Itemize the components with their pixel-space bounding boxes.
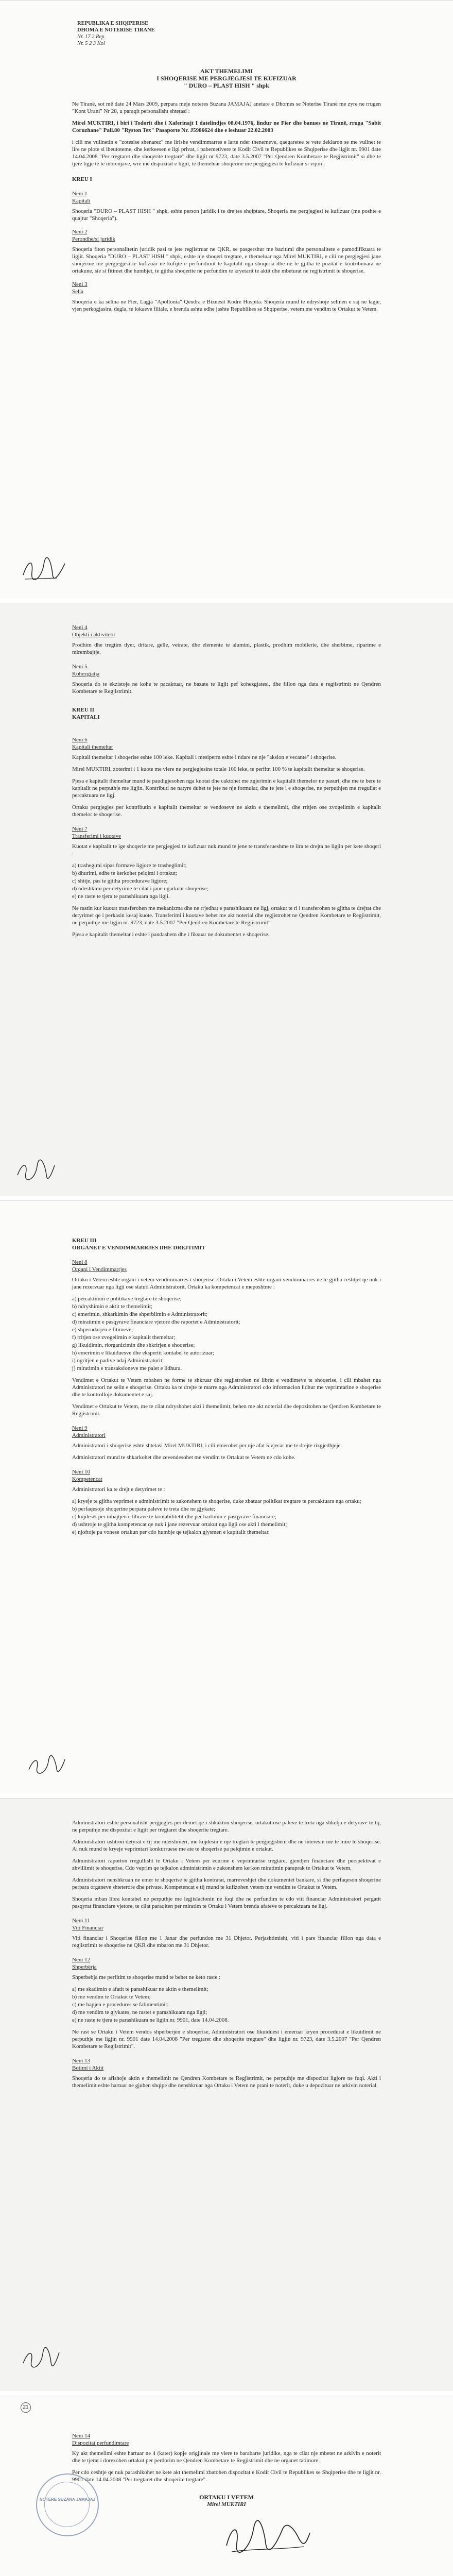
list-item: e) ne raste te tjera te parashikuara ne ligjin nr. 9901, date 14.04.2008. — [72, 2017, 229, 2023]
signatory-name: Mirel MUKTIRI — [207, 2501, 246, 2507]
article-text: Per cdo ceshtje qe nuk parashikohet ne kete akt themelimi zbatohen dispozitat e Kodit Civil te Republikes se Shqiperise dhe te ligjit nr. 9901 date 14.04.2008 "Per tregtaret dhe shoqerite tregtare". — [72, 2469, 381, 2483]
list-item: a) kryeje te gjitha veprimet e administrimit te zakonshem te shoqerise, duke zbatuar politikat tregtare te percaktuara nga ortaku; — [72, 1498, 361, 1504]
founder-signature — [221, 2515, 314, 2561]
article-heading: Neni 14 — [72, 2433, 91, 2439]
article-text: Shoqeria "DURO – PLAST HISH " shpk, eshte person juridik i te drejtes shqiptare, Shoqeria me pergjegjesi te kufizuar (me poshte e quajtur "Shoqeria"). — [72, 208, 381, 222]
list-item: d) ndeshkimi per detyrime te cilat i jane ngarkuar shoqerise; — [72, 886, 208, 892]
deed-subtitle: I SHOQERISE ME PERGJEGJESI TE KUFIZUAR — [156, 75, 297, 82]
chapter-heading: KREU II — [72, 707, 95, 713]
list-item: i) ngritjen e padive ndaj Administratorit; — [72, 1358, 164, 1364]
transfer-list — [72, 862, 381, 900]
page4-body — [72, 1819, 381, 2094]
list-item: d) miratimin e pasqyrave financiare vjetore dhe raportet e Administratorit; — [72, 1319, 240, 1325]
article-subheading: Dispozitat perfundimtare — [72, 2440, 129, 2446]
article-subheading: Kapitali themeltar — [72, 744, 113, 750]
article-subheading: Kapitali — [72, 198, 91, 204]
chamber-line: DHOMA E NOTERISE TIRANE — [77, 27, 155, 33]
document-page-1 — [0, 0, 453, 598]
article-subheading: Kompetencat — [72, 1476, 102, 1482]
admin-duties-list — [72, 1498, 381, 1536]
article-text: Shoqeria mban libra kontabel ne perputhje me legjislacionin ne fuqi dhe ne perfundim te cdo viti financiar Administratori pergatit pasqyrat financiare vjetore, te cilat paraqiten per miratim te Ortaku i Vetem brenda afateve te percaktuara ne ligj. — [72, 1896, 381, 1909]
list-item: c) shitje, pas te gjitha procedurave ligjore; — [72, 878, 168, 884]
list-item: f) rritjen ose zvogelimin e kapitalit themeltar; — [72, 1334, 176, 1341]
article-text: Administratori i shoqerise eshte shtetasi Mirel MUKTIRI, i cili emerohet per nje afat 5 vjecar me te drejte rizgjedhjeje. — [72, 1443, 342, 1449]
list-item: a) trashegimi sipas formave ligjore te trasheglimit; — [72, 862, 187, 869]
chapter-subheading: KAPITALI — [72, 714, 100, 720]
chapter-heading: KREU I — [72, 176, 92, 182]
list-item: c) kujdeset per mbajtjen e librave te kontabilitetit dhe per hartimin e pasqyrave financiare; — [72, 1514, 276, 1520]
kol-number: Nr. 5 2 3 Kol — [77, 41, 105, 46]
article-subheading: Viti Financiar — [72, 1925, 103, 1931]
article-subheading: Botimi i Aktit — [72, 2065, 104, 2071]
article-text: Administratori ushtron detyrat e tij me ndershmeri, me kujdesin e nje tregtari te pergjegjshem dhe ne interesin me te mire te shoqerise. Ai nuk mund te kryeje veprimtari konkurruese me ate te shoqerise pa pelqimin e ortakut. — [72, 1839, 381, 1852]
declaration-paragraph: i cili me vullnetin e "zotesise shenarez" me lirishe vendimmarres e larte nder thenemeve, qaegaretee te vete deklaron se me vullnet te lire ne plote si ibeutoteme, dhe kerkeesen e ligi privat, i pabemetivere te Kodit Civil te Republikes se Shqiperise dhe ligjit nr. 9901 date 14.04.2008 "Per tregtaret dhe shoqerite tregtare" dhe ligjit nr 9723, date 3.5.2007 "Per Qendren Kombetare te Regjistrimit" si dhe te tjere ligje te te mbrenjave, wre me dispozitat e ligjit, te themeluar shoqerine me pergjegjesi te kufizuar si vijon : — [72, 139, 381, 167]
page3-body — [72, 1237, 381, 1536]
article-text: Shoqeria do te afishoje aktin e themelimit ne Qendren Kombetare te Regjistrimit, ne perputhje me dispozitat ligjore ne fuqi. Akti i themelimit eshte hartuar ne gjuhen shqipe dhe nenshkruar nga Ortaku i Vetem ne prani te noterit, duke u depozituar ne arkivin noterial. — [72, 2075, 381, 2089]
list-item: e) shperndarjen e fitimeve; — [72, 1327, 133, 1333]
article-text: Prodhim dhe tregtim dyer, dritare, gelle, vetrate, dhe elemente te alumini, plastik, prodhim mobilerie, dhe sherbime, riparime e mirembajtje. — [72, 642, 381, 655]
article-subheading: Administratori — [72, 1432, 106, 1438]
stamp-inner-ring — [44, 2482, 90, 2527]
article-subheading: Objekti i aktivitetit — [72, 632, 115, 638]
deed-title: AKT THEMELIMI — [200, 67, 253, 75]
article-text: Administratori nenshkruan ne emer te shoqerise te gjitha kontratat, marreveshjet dhe dokumentet bankare, si dhe perfaqeson shoqerine perpara organeve shteterore dhe private. Kompetencat e tij mund te kufizohen vetem me vendim te Ortakut te Vetem. — [72, 1877, 381, 1890]
article-text: Shoqeria do te ekzistoje ne kohe te pacaktuar, ne bazate te ligjit pef kohezgjatesi, dhe fillon nga data e regjistrimit ne Qendren Kombetare te Regjistrimit. — [72, 681, 381, 694]
article-heading: Neni 12 — [72, 1957, 91, 1963]
signature-scribble — [21, 554, 67, 585]
signature-scribble — [15, 1157, 57, 1185]
page2-body — [72, 624, 381, 943]
article-subheading: Transferimi i kuotave — [72, 833, 121, 839]
list-item: e) ne raste te tjera te parashikuara nga ligji. — [72, 893, 170, 900]
article-heading: Neni 5 — [72, 664, 88, 670]
article-text: Ortaku pergjegjes per kontributin e kapitalit themeltar te vendoseve ne aktin e themelimit, dhe rritjen ose zvogelimin e kapitalit themelor te shoqerise. — [72, 804, 381, 818]
signature-scribble — [26, 1752, 67, 1781]
article-text: Administratori ka te drejt e detyrimet te : — [72, 1486, 165, 1493]
article-heading: Neni 11 — [72, 1918, 90, 1924]
article-text: Administratori mund te shkarkohet dhe zevendesohet me vendim te Ortakut te Vetem ne cdo kohe. — [72, 1454, 295, 1461]
article-text: Ne rast se Ortaku i Vetem vendos shperberjen e shoqerise, Administratori ose likuiduesi i emeruar kryen procedurat e likuidimit ne perputhje me ligjin nr. 9901 date 14.04.2008 "Per tregtaret dhe shoqerite tregtare" dhe ligjin nr. 9723, date 3.5.2007 "Per Qendren Kombetare te Regjistrimit". — [72, 2029, 381, 2049]
document-page-2 — [0, 603, 453, 1196]
article-text: Pjesa e kapitalit themeltar mund te paudigjesohen nga kuotat dhe caktohet me zgjerimin e kapitalit themelor ne pasuri, dhe me te bere te kapitalit ne perputhje me ligjin. Kontributi ne natyre duhet te jete ne nje formular, dhe te jete i e shoqerise, ne perputhjen me rregullat e percaktuara ne ligj. — [72, 778, 381, 799]
list-item: j) miratimin e transaksioneve me palet e lidhura. — [72, 1365, 182, 1371]
list-item: e) njoftoje pa vonese ortakun per cdo humbje qe tejkalon gjysmen e kapitalit themeltar. — [72, 1529, 270, 1535]
list-item: a) me skadimin e afatit te parashikuar ne aktin e themelimit; — [72, 1986, 208, 1992]
list-item: b) ndryshimin e aktit te themelimit; — [72, 1303, 153, 1310]
competence-list — [72, 1295, 381, 1372]
article-heading: Neni 4 — [72, 624, 88, 631]
list-item: g) likuidimin, riorganizimin dhe shkrirjen e shoqerise; — [72, 1342, 195, 1348]
chapter-subheading: ORGANET E VENDIMMARRJES DHE DREJTIMIT — [72, 1245, 205, 1251]
list-item: h) emerimin e likuiduesve dhe ekspertit kontabel te autorizuar; — [72, 1350, 215, 1356]
document-page-5 — [0, 2396, 453, 2576]
signature-scribble — [21, 2345, 62, 2373]
article-text: Ne rastin kur kuotat transferohen me mekanizma dhe ne rrjedhat e parashikuara ne ligj, ortakut te ri i transferohen te gjitha te drejtat dhe detyrimet qe i perkasin kesaj kuote. Transferimi i kuotave behet me akt noterial dhe regjistrohet ne Qendren Kombetare te Regjistrimit, ne perputhje me ligjin nr. 9723, date 3.5.2007 "Per Qendren Kombetare te Regjistrimit". — [72, 905, 381, 926]
article-text: Shoqeria fiton personalitetin juridik pasi te jete regjistruar ne QKR, se pasgershur me bazitimi dhe personalitete e pamodifikuara te ligjit. Shoqeria "DURO – PLAST HISH " shpk, eshte nje shoqeri tregtare, e themeluar nga Mirel MUKTIRI, e cili ne pergjegjesi jane shoqerine me pergjegjesi te kufizuar ne kufijte e perfundimit te kapitalit nga shoqeria dhe ne te gjitha te pozitat e kontribuuara ne ortakune, sie si fitimet dhe humbjet, te gjitha shoqerite ne perfundim te kryetarit te aktit dhe mbeturat ne regjistrimit te shoqerise. — [72, 246, 381, 274]
article-text: Mirel MUKTIRI, zoterimi i 1 kuote me vlere ne pergjegjesine totale 100 leke, te perfitn 100 % te kapitalit themeltar te shoqerise. — [72, 766, 365, 772]
article-text: Shoqeria e ka selina ne Fier, Lagja "Apollonia" Qendra e Biznesit Kodre Hospita. Shoqeria mund te ndryshoje selinen e saj ne lagje, vjen perkogjasira, degla, te lokaeve filiale, e brenda ashtu edhe jashte Republikes se Shqiperise, vetem me vendim te Ortakut te Vetem. — [72, 299, 381, 312]
article-subheading: Kohezgjatja — [72, 671, 100, 677]
list-item: a) percaktimin e politikave tregtare te shoqerise; — [72, 1296, 182, 1302]
article-heading: Neni 6 — [72, 737, 88, 743]
list-item: d) ushtroje te gjitha kompetencat qe nuk i jane rezervuar ortakut nga ligji ose akti i themelimit; — [72, 1521, 287, 1528]
signatory-heading: ORTAKU I VETEM — [199, 2494, 254, 2501]
article-subheading: Selia — [72, 289, 83, 295]
chapter-heading: KREU III — [72, 1238, 97, 1244]
list-item: c) emerimin, shkarkimin dhe shperblimin e Administratorit; — [72, 1311, 208, 1317]
article-text: Viti financiar i Shoqerise fillon me 1 Janar dhe perfundon me 31 Dhjetor. Perjashtimisht, viti i pare financiar fillon nga data e regjistrimit te shoqerise ne QKR dhe mbaron me 31 Dhjetor. — [72, 1935, 381, 1948]
document-page-3 — [0, 1200, 453, 1793]
republic-line: REPUBLIKA E SHQIPERISE — [77, 21, 149, 26]
article-text: Pjesa e kapitalit themeltar i eshte i pandashem dhe i fiksuar ne dokumentet e shoqerise. — [72, 931, 270, 938]
list-item: d) me vendim te gjykates, ne rastet e parashikuara nga ligji; — [72, 2009, 207, 2015]
list-item: b) me vendim te Ortakut te Vetem; — [72, 1994, 151, 2000]
article-heading: Neni 13 — [72, 2058, 91, 2064]
article-text: Kapitali themeltar i shoqerise eshte 100 leke. Kapitali i mesiperm eshte i ndare ne nje "aksion e vecante" i shoqerise. — [72, 754, 337, 760]
page5-body — [72, 2432, 381, 2508]
founder-paragraph: Mirel MUKTIRI, i biri i Todorit dhe i Xaferinajt I datelindjes 08.04.1976, lindur ne Fier dhe banues ne Tiranë, rruga "Sabit Coruzhane" Pall.80 "Ryston Tex" Pasaporte Nr. J5986624 dhe e leshuar 22.02.2003 — [72, 120, 381, 133]
article-text: Shperbebja me perfitim te shoqerise mund te behet ne keto raste : — [72, 1974, 221, 1980]
company-name: " DURO – PLAST HISH " shpk — [184, 82, 269, 89]
article-subheading: Organi i Vendimmarrjes — [72, 1266, 127, 1273]
article-heading: Neni 1 — [72, 191, 88, 197]
list-item: b) dhurimi, edhe te kerkohet pelqimi i ortakut; — [72, 870, 178, 876]
article-heading: Neni 10 — [72, 1469, 91, 1475]
article-heading: Neni 7 — [72, 826, 88, 832]
dissolution-list — [72, 1986, 381, 2024]
article-heading: Neni 9 — [72, 1425, 88, 1431]
intro-paragraph: Ne Tiranë, sot më date 24 Mars 2009, perpara meje noteres Suzana JAMAJAJ anetare e Dhomes se Noterise Tiranë me zyre ne rrugen "Kont Urani" Nr 28, u paraqit personalisht shtetasi : — [72, 101, 381, 114]
page-number: 21 — [21, 2402, 31, 2413]
article-heading: Neni 3 — [72, 281, 88, 287]
article-text: Ky akt themelimi eshte hartuar ne 4 (kater) kopje origjinale me vlere te barabarte juridike, nga te cilat nje mbetet ne arkivin e noterit dhe te tjerat i dorezohen ortakut per perdorim ne Qendren Kombetare te Regjistrimit dhe ne organet tatimore. — [72, 2450, 381, 2464]
article-heading: Neni 2 — [72, 229, 88, 235]
article-text: Kuotat e kapitalit te ige shoqerie me pergjegjesi te kufizuar nuk mund te jene te transferueshme te lira te drejta ne ligjin per kete shoqeri : — [72, 843, 381, 857]
document-page-4 — [0, 1798, 453, 2391]
article-text: Ortaku i Vetem eshte organi i vetem vendimmarres i shoqerise. Ortaku i Vetem eshte organi vendimmarres ne te gjitha ceshtjet qe nuk i jane rezervuar nga ligji ose statuti Administratorit. Ortaku ka kompetencat e meposhtme : — [72, 1277, 381, 1290]
article-subheading: Perondhe/si juridik — [72, 236, 116, 242]
list-item: c) me hapjen e procedures se falimentimit; — [72, 2002, 169, 2008]
page1-body — [72, 67, 381, 317]
stamp-text: NOTERE SUZANA JAMAJAJ — [39, 2497, 96, 2502]
article-text: Vendimet e Ortakut te Vetem mbahen ne forme te shkruar dhe regjistrohen ne librin e vendimeve te shoqerise, i cili mbahet nga Administratori ne selin e shoqerise. Ortaku ka te drejte te marre nga Administratori cdo informacion lidhur me veprimtarine e shoqerise dhe te kontrolloje dokumentet e saj. — [72, 1377, 381, 1398]
republic-header — [77, 20, 155, 47]
article-text: Administratori eshte personalisht pergjegjes per demet qe i shkakton shoqerise, ortakut ose paleve te treta nga shkelja e detyrave te tij, ne perputhje me dispozitat e ligjit per tregtaret dhe shoqerite tregtare. — [72, 1820, 381, 1833]
rep-number: Nr. 17 2 Rep — [77, 34, 104, 40]
article-text: Administratori raporton rregullisht te Ortaku i Vetem per ecurine e veprimtarise tregtare, gjendjen financiare dhe perspektivat e zhvillimit te shoqerise. Cdo veprim qe tejkalon administrimin e zakonshem kerkon miratimin paraprak te Ortakut te Vetem. — [72, 1858, 381, 1871]
article-subheading: Shperbërja — [72, 1964, 97, 1970]
article-text: Vendimet e Ortakut te Vetem, me te cilat ndryshohet akti i themelimit, behen me akt noterial dhe depozitohen ne Qendren Kombetare te Regjistrimit. — [72, 1403, 381, 1417]
article-heading: Neni 8 — [72, 1259, 88, 1265]
list-item: b) perfaqesoje shoqerine perpara paleve te treta dhe ne gjykate; — [72, 1506, 216, 1512]
notary-stamp — [36, 2473, 99, 2536]
